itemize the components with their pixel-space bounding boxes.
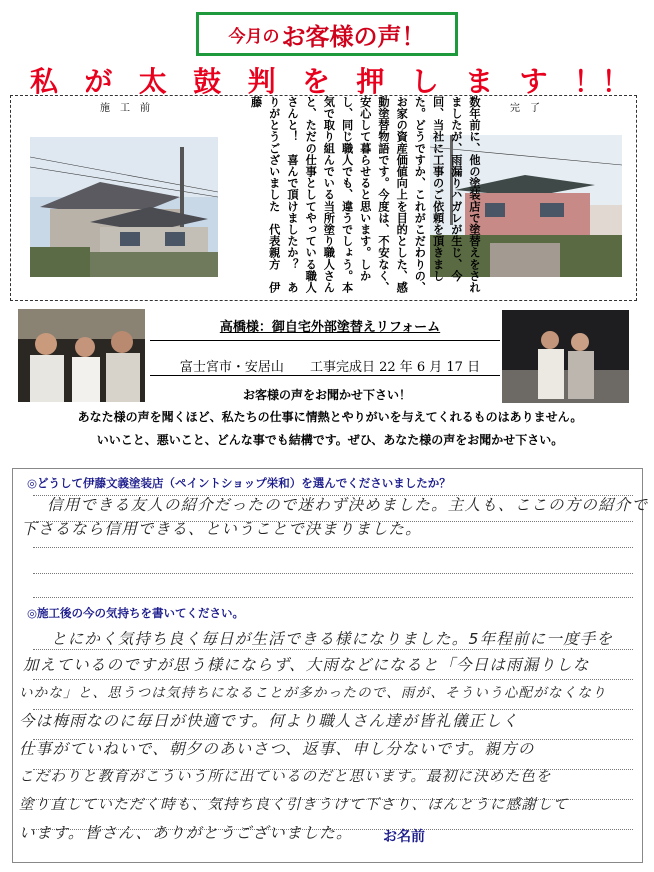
title-box — [196, 12, 458, 56]
answer-line — [33, 573, 633, 574]
answer-2-line: 塗り直していただく時も、気持ち良く引きうけて下さり、ほんとうに感謝して — [19, 797, 569, 813]
headline-char: 鼓 — [193, 65, 222, 98]
answer-2-line: います。皆さん、ありがとうございました。 — [19, 824, 353, 842]
headline-char: 押 — [356, 65, 385, 98]
project-title: 高橋様：御自宅外部塗替えリフォーム — [219, 320, 441, 335]
title-small: 今月の — [228, 26, 280, 47]
headline — [30, 60, 630, 98]
headline-char: 太 — [138, 65, 167, 98]
headline-char: し — [410, 65, 439, 98]
headline-char: 私 — [30, 65, 59, 98]
project-location: 富士宮市・安居山 — [179, 360, 284, 375]
answer-line — [33, 649, 633, 650]
before-photo — [30, 137, 218, 277]
ask-line-2: いいこと、悪いこと、どんな事でも結構です。ぜひ、あなた様の声をお聞かせ下さい。 — [96, 433, 564, 447]
headline-char: ま — [465, 65, 494, 98]
title-big: お客様の声！ — [281, 21, 426, 51]
name-label: お名前 — [383, 829, 425, 845]
answer-line — [33, 679, 633, 680]
story-body: 数年前に、他の塗装店で塗替えをされましたが、雨漏りハガレが生じ、今回、当社に工事のご依頼を頂きました。どうですか、これがこだわりの、お家の資産価値向上を目的とした、感動塗替物語です。今度は、不安なく、安心して暮らせると思います。しかし、同じ職人でも、違うでしょう。本気で取り組んでいる当所塗り職人さんと、ただの仕事としてやっている職人さんと！ 喜んで頂けましたか？ ありがとうございました — [267, 96, 481, 294]
answer-2-line: とにかく気持ち良く毎日が生活できる様になりました。5年程前に一度手を — [51, 630, 614, 648]
answer-line — [33, 597, 633, 598]
answer-2-line: いかな」と、思うつは気持ちになることが多かったので、雨が、そういう心配がなくなり — [19, 685, 607, 701]
story-text — [228, 96, 483, 296]
answer-2-line: 仕事がていねいで、朝夕のあいさつ、返事、申し分ないです。親方の — [19, 740, 535, 758]
after-label: 完 了 — [510, 103, 540, 114]
headline-char: ！！ — [573, 65, 630, 98]
answer-line — [33, 547, 633, 548]
answer-2-line: 加えているのですが思う様にならず、大雨などになると「今日は雨漏りしな — [23, 656, 590, 674]
answer-2-line: 今は梅雨なのに毎日が快適です。何より職人さん達が皆礼儀正しく — [19, 712, 519, 730]
divider — [150, 340, 500, 342]
customer-photo-left — [18, 309, 145, 402]
headline-char: 判 — [247, 65, 276, 98]
headline-char: を — [301, 65, 330, 98]
project-info — [160, 356, 500, 375]
project-completion: 工事完成日 22 年 6 月 17 日 — [309, 360, 481, 375]
ask-title: お客様の声をお聞かせ下さい！ — [242, 388, 411, 402]
question-1: ◎どうして伊藤文義塗装店（ペイントショップ栄和）を選んでくださいましたか？ — [27, 476, 451, 490]
answer-2-line: こだわりと教育がこういう所に出ているのだと思います。最初に決めた色を — [19, 769, 552, 785]
headline-char: が — [84, 65, 113, 98]
divider — [150, 375, 500, 376]
question-2: ◎施工後の今の気持ちを書いてください。 — [27, 606, 245, 620]
questionnaire-form — [12, 468, 649, 863]
answer-1-line: 信用できる友人の紹介だったので迷わず決めました。主人も、ここの方の紹介で — [47, 496, 649, 514]
headline-char: す — [519, 65, 548, 98]
customer-photo-right — [502, 310, 629, 403]
ask-line-1: あなた様の声を聞くほど、私たちの仕事に情熱とやりがいを与えてくれるものはありません。 — [77, 410, 583, 424]
before-label: 施 工 前 — [100, 103, 150, 114]
story-signature: 代表親方 伊藤 — [249, 96, 281, 294]
answer-1-line: 下さるなら信用できる、ということで決まりました。 — [21, 520, 422, 538]
